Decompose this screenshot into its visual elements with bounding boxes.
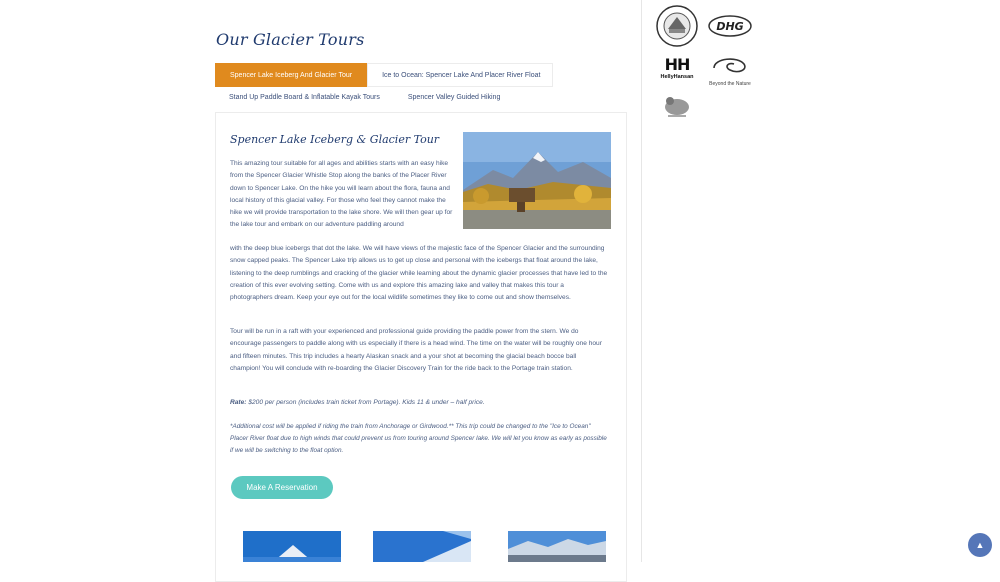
hh-logo-caption: HellyHansan — [660, 74, 694, 80]
sidebar-divider — [641, 0, 642, 562]
tour-note: *Additional cost will be applied if riding the train from Anchorage or Girdwood.** This trip could be changed to the "Ice to Ocean" Placer River float due to high winds that could prevent us from touring around Spencer lake. We will let you know as early as possible if we will be switching to the float option. — [230, 423, 607, 454]
rate-label: Rate: — [230, 399, 247, 406]
tab-row-1 — [215, 63, 627, 87]
seal-logo — [656, 5, 698, 52]
gallery-thumb-2[interactable] — [373, 531, 471, 562]
tour-rate — [230, 399, 608, 406]
tour-paragraph-3: Tour will be run in a raft with your experienced and professional guide providing the paddle power from the stern. We do encourage passengers to paddle along with us especially if there is a head wind. The time on the water will be roughly one hour and fifteen minutes. This trip includes a hearty Alaskan snack and a your shot at becoming the glacial beach bocce ball champion! You will conclude with re-boarding the Glacier Discovery Train for the ride back to the Portage train station. — [230, 328, 602, 372]
tour-photo — [463, 132, 611, 229]
glacier-photo-1 — [243, 531, 341, 562]
chevron-up-icon: ▲ — [975, 540, 985, 550]
swirl-logo — [706, 56, 754, 87]
tab-hiking[interactable]: Spencer Valley Guided Hiking — [394, 87, 514, 109]
tab-ice-to-ocean[interactable]: Ice to Ocean: Spencer Lake And Placer River Float — [367, 63, 553, 87]
dhg-logo — [708, 15, 752, 42]
small-animal-logo-icon — [662, 93, 692, 119]
make-reservation-button[interactable]: Make A Reservation — [231, 476, 333, 499]
small-animal-logo — [662, 93, 692, 124]
helly-hansan-logo — [655, 57, 699, 80]
swirl-logo-icon — [708, 56, 752, 76]
glacier-photo-2 — [373, 531, 471, 562]
tour-heading: Spencer Lake Iceberg & Glacier Tour — [230, 133, 440, 146]
tour-paragraph-2: with the deep blue icebergs that dot the lake. We will have views of the majestic face of the Spencer Glacier and the surrounding snow capped peaks. The Spencer Lake trip allows us to get up close and personal with the icebergs that float around the lake, listening to the deep rumblings and cracking of the glacier while learning about the dynamic glacier processes that have led to the creation of this ever evolving setting. Come with us and explore this amazing lake and valley that makes this tour a photographers dream. Keep your eye out for the local wildlife sometimes they like to come out and show themselves. — [230, 245, 608, 302]
swirl-logo-caption: Beyond the Nature — [709, 81, 751, 87]
gallery-thumb-3[interactable] — [508, 531, 606, 562]
tab-row-2 — [215, 87, 627, 109]
hh-logo-mark: HH — [664, 55, 690, 74]
scroll-to-top-button[interactable] — [968, 533, 992, 557]
tour-paragraph-1: This amazing tour suitable for all ages and abilities starts with an easy hike from the Spencer Glacier Whistle Stop along the banks of the Placer River down to Spencer Lake. On the hike you will learn about the flora, fauna and local history of this glacial valley. For those who feel they cannot make the hike we will provide transportation to the lake shore. We will then gear up for the lake tour and embark on our adventure paddling around — [230, 160, 453, 229]
rate-text: $200 per person (includes train ticket from Portage). Kids 11 & under – half price. — [248, 399, 485, 406]
tab-paddle-board[interactable]: Stand Up Paddle Board & Inflatable Kayak Tours — [215, 87, 394, 109]
dhg-logo-text: DHG — [716, 20, 744, 33]
tour-tabs — [215, 63, 627, 109]
tab-spencer-lake[interactable]: Spencer Lake Iceberg And Glacier Tour — [215, 63, 367, 87]
seal-logo-icon — [656, 5, 698, 47]
gallery-thumb-1[interactable] — [243, 531, 341, 562]
glacier-photo-3 — [508, 531, 606, 562]
page-title: Our Glacier Tours — [216, 30, 365, 49]
dhg-logo-icon — [708, 15, 752, 37]
mountain-landscape-image — [463, 132, 611, 229]
